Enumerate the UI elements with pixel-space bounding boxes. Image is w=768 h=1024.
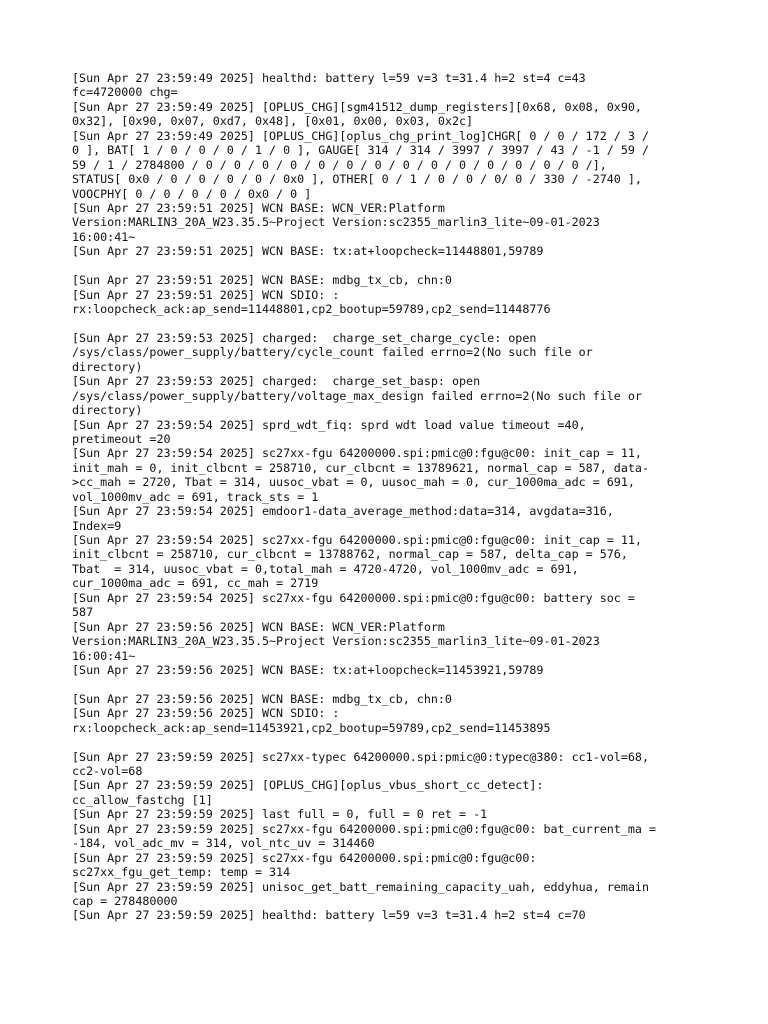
log-line: [Sun Apr 27 23:59:49 2025] [OPLUS_CHG][sgm41512_dump_registers][0x68, 0x08, 0x90, <box>72 99 642 114</box>
log-line: Index=9 <box>72 518 122 533</box>
log-line: [Sun Apr 27 23:59:59 2025] [OPLUS_CHG][oplus_vbus_short_cc_detect]: <box>72 778 544 793</box>
log-line <box>72 259 712 273</box>
log-line: 16:00:41~ <box>72 648 136 663</box>
log-line: Tbat = 314, uusoc_vbat = 0,total_mah = 4720-4720, vol_1000mv_adc = 691, <box>72 561 579 576</box>
log-line: init_mah = 0, init_clbcnt = 258710, cur_clbcnt = 13789621, normal_cap = 587, data- <box>72 460 649 475</box>
log-line: >cc_mah = 2720, Tbat = 314, uusoc_vbat = 0, uusoc_mah = 0, cur_1000ma_adc = 691, <box>72 475 635 490</box>
log-line: directory) <box>72 359 143 374</box>
log-line: [Sun Apr 27 23:59:59 2025] sc27xx-fgu 64200000.spi:pmic@0:fgu@c00: <box>72 850 537 865</box>
log-line: [Sun Apr 27 23:59:56 2025] WCN BASE: tx:at+loopcheck=11453921,59789 <box>72 662 544 677</box>
log-line: sc27xx_fgu_get_temp: temp = 314 <box>72 865 291 880</box>
log-line: [Sun Apr 27 23:59:54 2025] sc27xx-fgu 64200000.spi:pmic@0:fgu@c00: init_cap = 11, <box>72 446 642 461</box>
log-line <box>72 735 712 749</box>
log-line: [Sun Apr 27 23:59:51 2025] WCN SDIO: : <box>72 287 340 302</box>
log-line: directory) <box>72 403 143 418</box>
log-line: [Sun Apr 27 23:59:56 2025] WCN SDIO: : <box>72 706 340 721</box>
log-line: [Sun Apr 27 23:59:49 2025] healthd: battery l=59 v=3 t=31.4 h=2 st=4 c=43 <box>72 71 586 85</box>
log-line: /sys/class/power_supply/battery/cycle_count failed errno=2(No such file or <box>72 345 593 360</box>
log-line: Version:MARLIN3_20A_W23.35.5~Project Version:sc2355_marlin3_lite~09-01-2023 <box>72 634 600 649</box>
log-line: [Sun Apr 27 23:59:53 2025] charged: charge_set_charge_cycle: open <box>72 330 537 345</box>
log-line: [Sun Apr 27 23:59:54 2025] sc27xx-fgu 64200000.spi:pmic@0:fgu@c00: init_cap = 11, <box>72 533 642 547</box>
log-line: [Sun Apr 27 23:59:59 2025] sc27xx-typec 64200000.spi:pmic@0:typec@380: cc1-vol=68, <box>72 749 649 764</box>
log-line: [Sun Apr 27 23:59:51 2025] WCN BASE: mdbg_tx_cb, chn:0 <box>72 273 452 288</box>
log-line: vol_1000mv_adc = 691, track_sts = 1 <box>72 489 319 504</box>
log-line: cur_1000ma_adc = 691, cc_mah = 2719 <box>72 576 319 591</box>
log-line: [Sun Apr 27 23:59:59 2025] last full = 0, full = 0 ret = -1 <box>72 807 488 822</box>
log-line: [Sun Apr 27 23:59:54 2025] emdoor1-data_average_method:data=314, avgdata=316, <box>72 504 614 519</box>
log-line: Version:MARLIN3_20A_W23.35.5~Project Version:sc2355_marlin3_lite~09-01-2023 <box>72 215 600 230</box>
log-line: cap = 278480000 <box>72 893 178 908</box>
log-line: 587 <box>72 605 94 620</box>
log-line: /sys/class/power_supply/battery/voltage_max_design failed errno=2(No such file or <box>72 388 642 403</box>
log-line: [Sun Apr 27 23:59:59 2025] sc27xx-fgu 64200000.spi:pmic@0:fgu@c00: bat_current_ma = <box>72 821 657 836</box>
log-line: -184, vol_adc_mv = 314, vol_ntc_uv = 314460 <box>72 836 375 851</box>
log-line: rx:loopcheck_ack:ap_send=11453921,cp2_bootup=59789,cp2_send=11453895 <box>72 720 551 735</box>
log-line: 0 ], BAT[ 1 / 0 / 0 / 0 / 1 / 0 ], GAUGE[ 314 / 314 / 3997 / 3997 / 43 / -1 / 59 / <box>72 143 649 158</box>
log-line: [Sun Apr 27 23:59:51 2025] WCN BASE: tx:at+loopcheck=11448801,59789 <box>72 244 544 259</box>
log-line: rx:loopcheck_ack:ap_send=11448801,cp2_bootup=59789,cp2_send=11448776 <box>72 302 551 316</box>
log-line: [Sun Apr 27 23:59:59 2025] unisoc_get_batt_remaining_capacity_uah, eddyhua, remain <box>72 879 649 894</box>
log-line: STATUS[ 0x0 / 0 / 0 / 0 / 0 / 0x0 ], OTHER[ 0 / 1 / 0 / 0 / 0/ 0 / 330 / -2740 ], <box>72 172 642 187</box>
log-line: cc_allow_fastchg [1] <box>72 792 213 807</box>
log-line: [Sun Apr 27 23:59:59 2025] healthd: battery l=59 v=3 t=31.4 h=2 st=4 c=70 <box>72 908 586 923</box>
log-line: 59 / 1 / 2784800 / 0 / 0 / 0 / 0 / 0 / 0 / 0 / 0 / 0 / 0 / 0 / 0 / 0 / 0 /], <box>72 157 607 172</box>
log-line: 0x32], [0x90, 0x07, 0xd7, 0x48], [0x01, 0x00, 0x03, 0x2c] <box>72 114 474 129</box>
log-line: fc=4720000 chg= <box>72 85 178 100</box>
log-line: 16:00:41~ <box>72 229 136 244</box>
log-line <box>72 677 712 691</box>
log-line: [Sun Apr 27 23:59:56 2025] WCN BASE: WCN_VER:Platform <box>72 619 445 634</box>
log-line: [Sun Apr 27 23:59:56 2025] WCN BASE: mdbg_tx_cb, chn:0 <box>72 691 452 706</box>
log-line: init_clbcnt = 258710, cur_clbcnt = 13788762, normal_cap = 587, delta_cap = 576, <box>72 547 628 562</box>
log-line <box>72 316 712 330</box>
log-line: [Sun Apr 27 23:59:54 2025] sprd_wdt_fiq: sprd wdt load value timeout =40, <box>72 417 586 432</box>
log-line: [Sun Apr 27 23:59:54 2025] sc27xx-fgu 64200000.spi:pmic@0:fgu@c00: battery soc = <box>72 590 635 605</box>
kernel-log-text <box>72 71 712 923</box>
log-line: cc2-vol=68 <box>72 764 143 778</box>
log-line: [Sun Apr 27 23:59:51 2025] WCN BASE: WCN_VER:Platform <box>72 200 445 215</box>
log-line: [Sun Apr 27 23:59:53 2025] charged: charge_set_basp: open <box>72 374 481 389</box>
log-line: pretimeout =20 <box>72 431 171 446</box>
log-line: [Sun Apr 27 23:59:49 2025] [OPLUS_CHG][oplus_chg_print_log]CHGR[ 0 / 0 / 172 / 3 / <box>72 128 649 143</box>
log-line: VOOCPHY[ 0 / 0 / 0 / 0 / 0x0 / 0 ] <box>72 186 312 201</box>
